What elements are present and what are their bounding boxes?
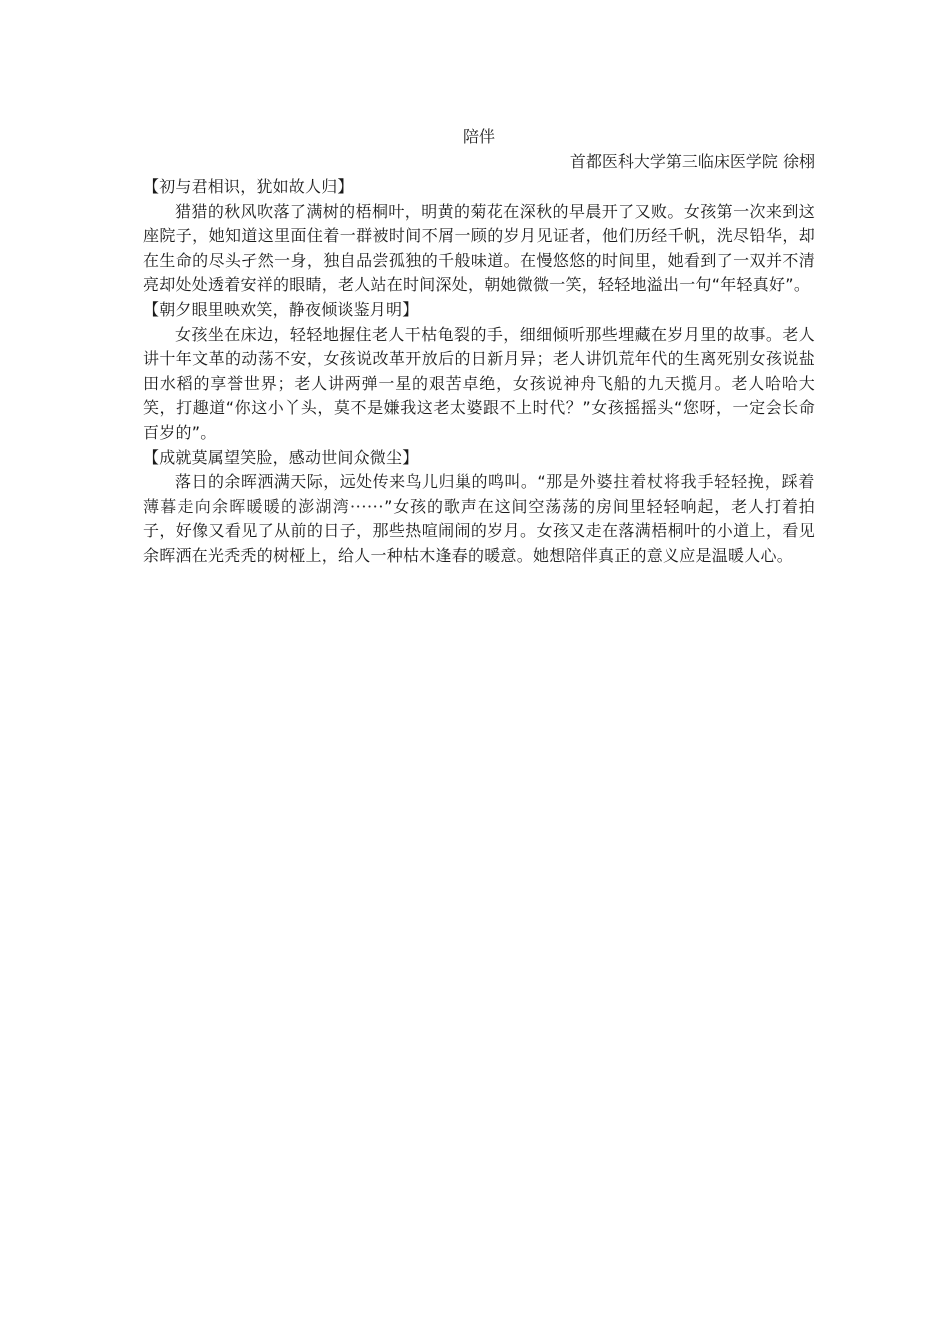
section-paragraph-2: 女孩坐在床边，轻轻地握住老人干枯龟裂的手，细细倾听那些埋藏在岁月里的故事。老人讲十年文革的动荡不安，女孩说改革开放后的日新月异；老人讲饥荒年代的生离死别女孩说盐田水稻的享誉世界；老人讲两弹一星的艰苦卓绝，女孩说神舟飞船的九天揽月。老人哈哈大笑，打趣道“你这小丫头，莫不是嫌我这老太婆跟不上时代？”女孩摇摇头“您呀，一定会长命百岁的”。 (143, 324, 815, 442)
section-heading-2: 【朝夕眼里映欢笑，静夜倾谈鉴月明】 (143, 299, 419, 319)
song-lyric-quote: 那是外婆拄着杖将我手轻轻挽，踩着薄暮走向余晖暖暖的澎湖湾······ (143, 472, 815, 516)
document-body (143, 124, 815, 569)
document-title: 陪伴 (462, 127, 495, 146)
section-heading-1: 【初与君相识，犹如故人归】 (143, 177, 354, 196)
paragraph-3-continuation: ”女孩的歌声在这间空荡荡的房间里轻轻响起，老人打着拍子，好像又看见了从前的日子，那些热喧闹闹的岁月。女孩又走在落满梧桐叶的小道上，看见余晖洒在光秃秃的树桠上，给人一种枯木逢春的暖意。她想陪伴真正的意义应是温暖人心。 (143, 496, 815, 565)
section-heading-3: 【成就莫属望笑脸，感动世间众微尘】 (143, 447, 419, 467)
section-paragraph-3 (143, 470, 815, 568)
paragraph-3-intro: 落日的余晖洒满天际，远处传来鸟儿归巢的鸣叫。“ (175, 472, 546, 492)
author-byline: 首都医科大学第三临床医学院 徐栩 (569, 152, 815, 171)
section-paragraph-1: 猎猎的秋风吹落了满树的梧桐叶，明黄的菊花在深秋的早晨开了又败。女孩第一次来到这座院子，她知道这里面住着一群被时间不屑一顾的岁月见证者，他们历经千帆，洗尽铅华，却在生命的尽头孑然一身，独自品尝孤独的千般味道。在慢悠悠的时间里，她看到了一双并不清亮却处处透着安祥的眼睛，老人站在时间深处，朝她微微一笑，轻轻地溢出一句“年轻真好”。 (143, 201, 815, 295)
